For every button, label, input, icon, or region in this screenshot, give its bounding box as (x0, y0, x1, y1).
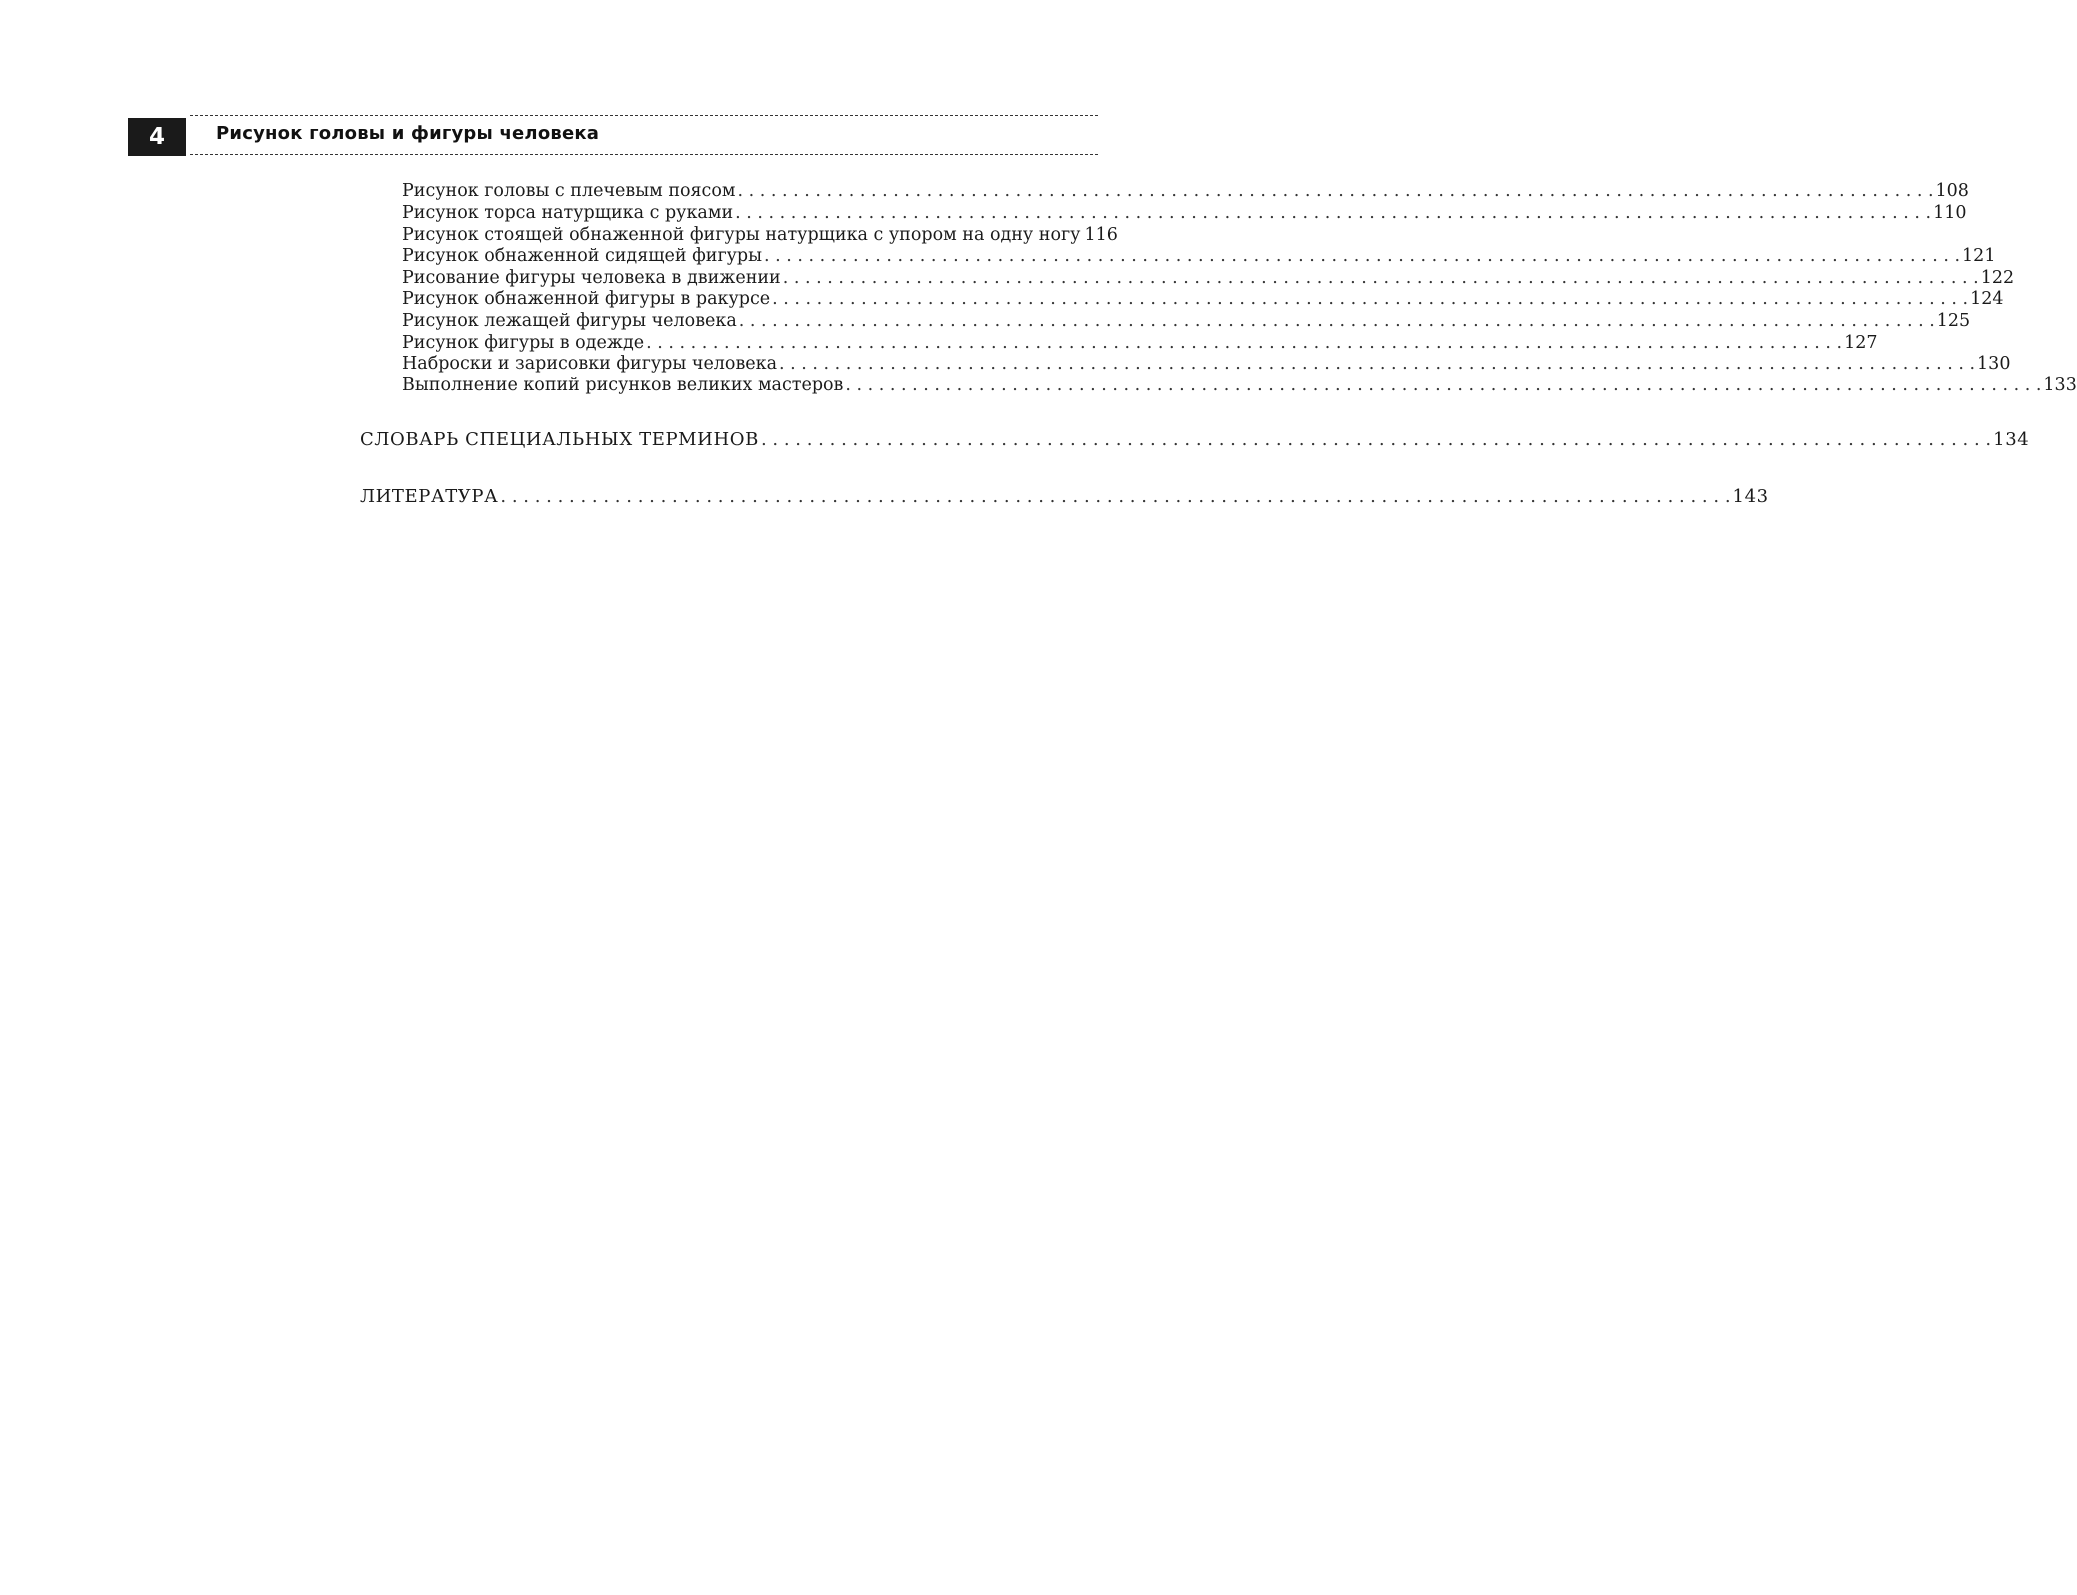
page-number: 4 (148, 124, 165, 150)
toc-dot-leader (646, 332, 1842, 354)
toc-entry (402, 374, 2077, 396)
toc-entry (402, 224, 1118, 246)
toc-main-entry (360, 428, 2030, 452)
toc-entry (402, 267, 2015, 289)
toc-dot-leader (779, 353, 1975, 375)
toc-dot-leader (500, 485, 1730, 509)
running-header (128, 114, 1098, 156)
toc-entry-label: Выполнение копий рисунков великих мастеров (402, 375, 844, 395)
toc-entry (402, 353, 2011, 375)
toc-dot-leader (761, 428, 1991, 452)
toc-entry-label: ЛИТЕРАТУРА (360, 486, 499, 507)
toc-entry-page: 124 (1970, 289, 2004, 309)
toc-dot-leader (739, 310, 1935, 332)
toc-dot-leader (783, 267, 1979, 289)
toc-dot-leader (772, 288, 1968, 310)
toc-entry-page: 143 (1732, 486, 1769, 507)
page-number-badge (128, 118, 186, 156)
toc-main-entry (360, 485, 1769, 509)
toc-entry-label: Рисунок торса натурщика с руками (402, 203, 734, 223)
toc-entry (402, 332, 1878, 354)
toc-entry-label: Рисунок лежащей фигуры человека (402, 311, 737, 331)
toc-entry (402, 202, 1967, 224)
toc-entry-page: 110 (1933, 203, 1967, 223)
toc-entry (402, 245, 1996, 267)
toc-entry-label: СЛОВАРЬ СПЕЦИАЛЬНЫХ ТЕРМИНОВ (360, 429, 759, 450)
toc-entry-page: 127 (1844, 333, 1878, 353)
toc-entry-label: Рисунок обнаженной фигуры в ракурсе (402, 289, 771, 309)
toc-entry (402, 288, 2004, 310)
running-title: Рисунок головы и фигуры человека (216, 123, 600, 144)
toc-entry (402, 310, 1971, 332)
toc-entry-page: 130 (1977, 354, 2011, 374)
toc-entry-label: Рисунок обнаженной сидящей фигуры (402, 246, 763, 266)
toc-entry-page: 125 (1936, 311, 1971, 331)
toc-entry-page: 121 (1962, 246, 1996, 266)
toc-entry-page: 133 (2043, 375, 2077, 395)
toc-entry-page: 122 (1980, 268, 2015, 288)
toc-entry-page: 134 (1993, 429, 2030, 450)
toc-dot-leader (735, 202, 1931, 224)
toc-entry (402, 180, 1969, 202)
toc-entry-page: 108 (1935, 181, 1969, 201)
toc-entry-label: Рисование фигуры человека в движении (402, 268, 781, 288)
toc-entry-label: Рисунок головы с плечевым поясом (402, 181, 736, 201)
toc-dot-leader (845, 374, 2041, 396)
header-bottom-dashed-rule (190, 154, 1098, 155)
toc-entry-label: Рисунок стоящей обнаженной фигуры натурщика с упором на одну ногу (402, 225, 1081, 245)
toc-dot-leader (738, 180, 1934, 202)
toc-entry-label: Рисунок фигуры в одежде (402, 333, 645, 353)
toc-dot-leader (764, 245, 1960, 267)
toc-entry-page: 116 (1084, 225, 1118, 245)
toc-entry-label: Наброски и зарисовки фигуры человека (402, 354, 778, 374)
header-top-dashed-rule (190, 115, 1098, 116)
